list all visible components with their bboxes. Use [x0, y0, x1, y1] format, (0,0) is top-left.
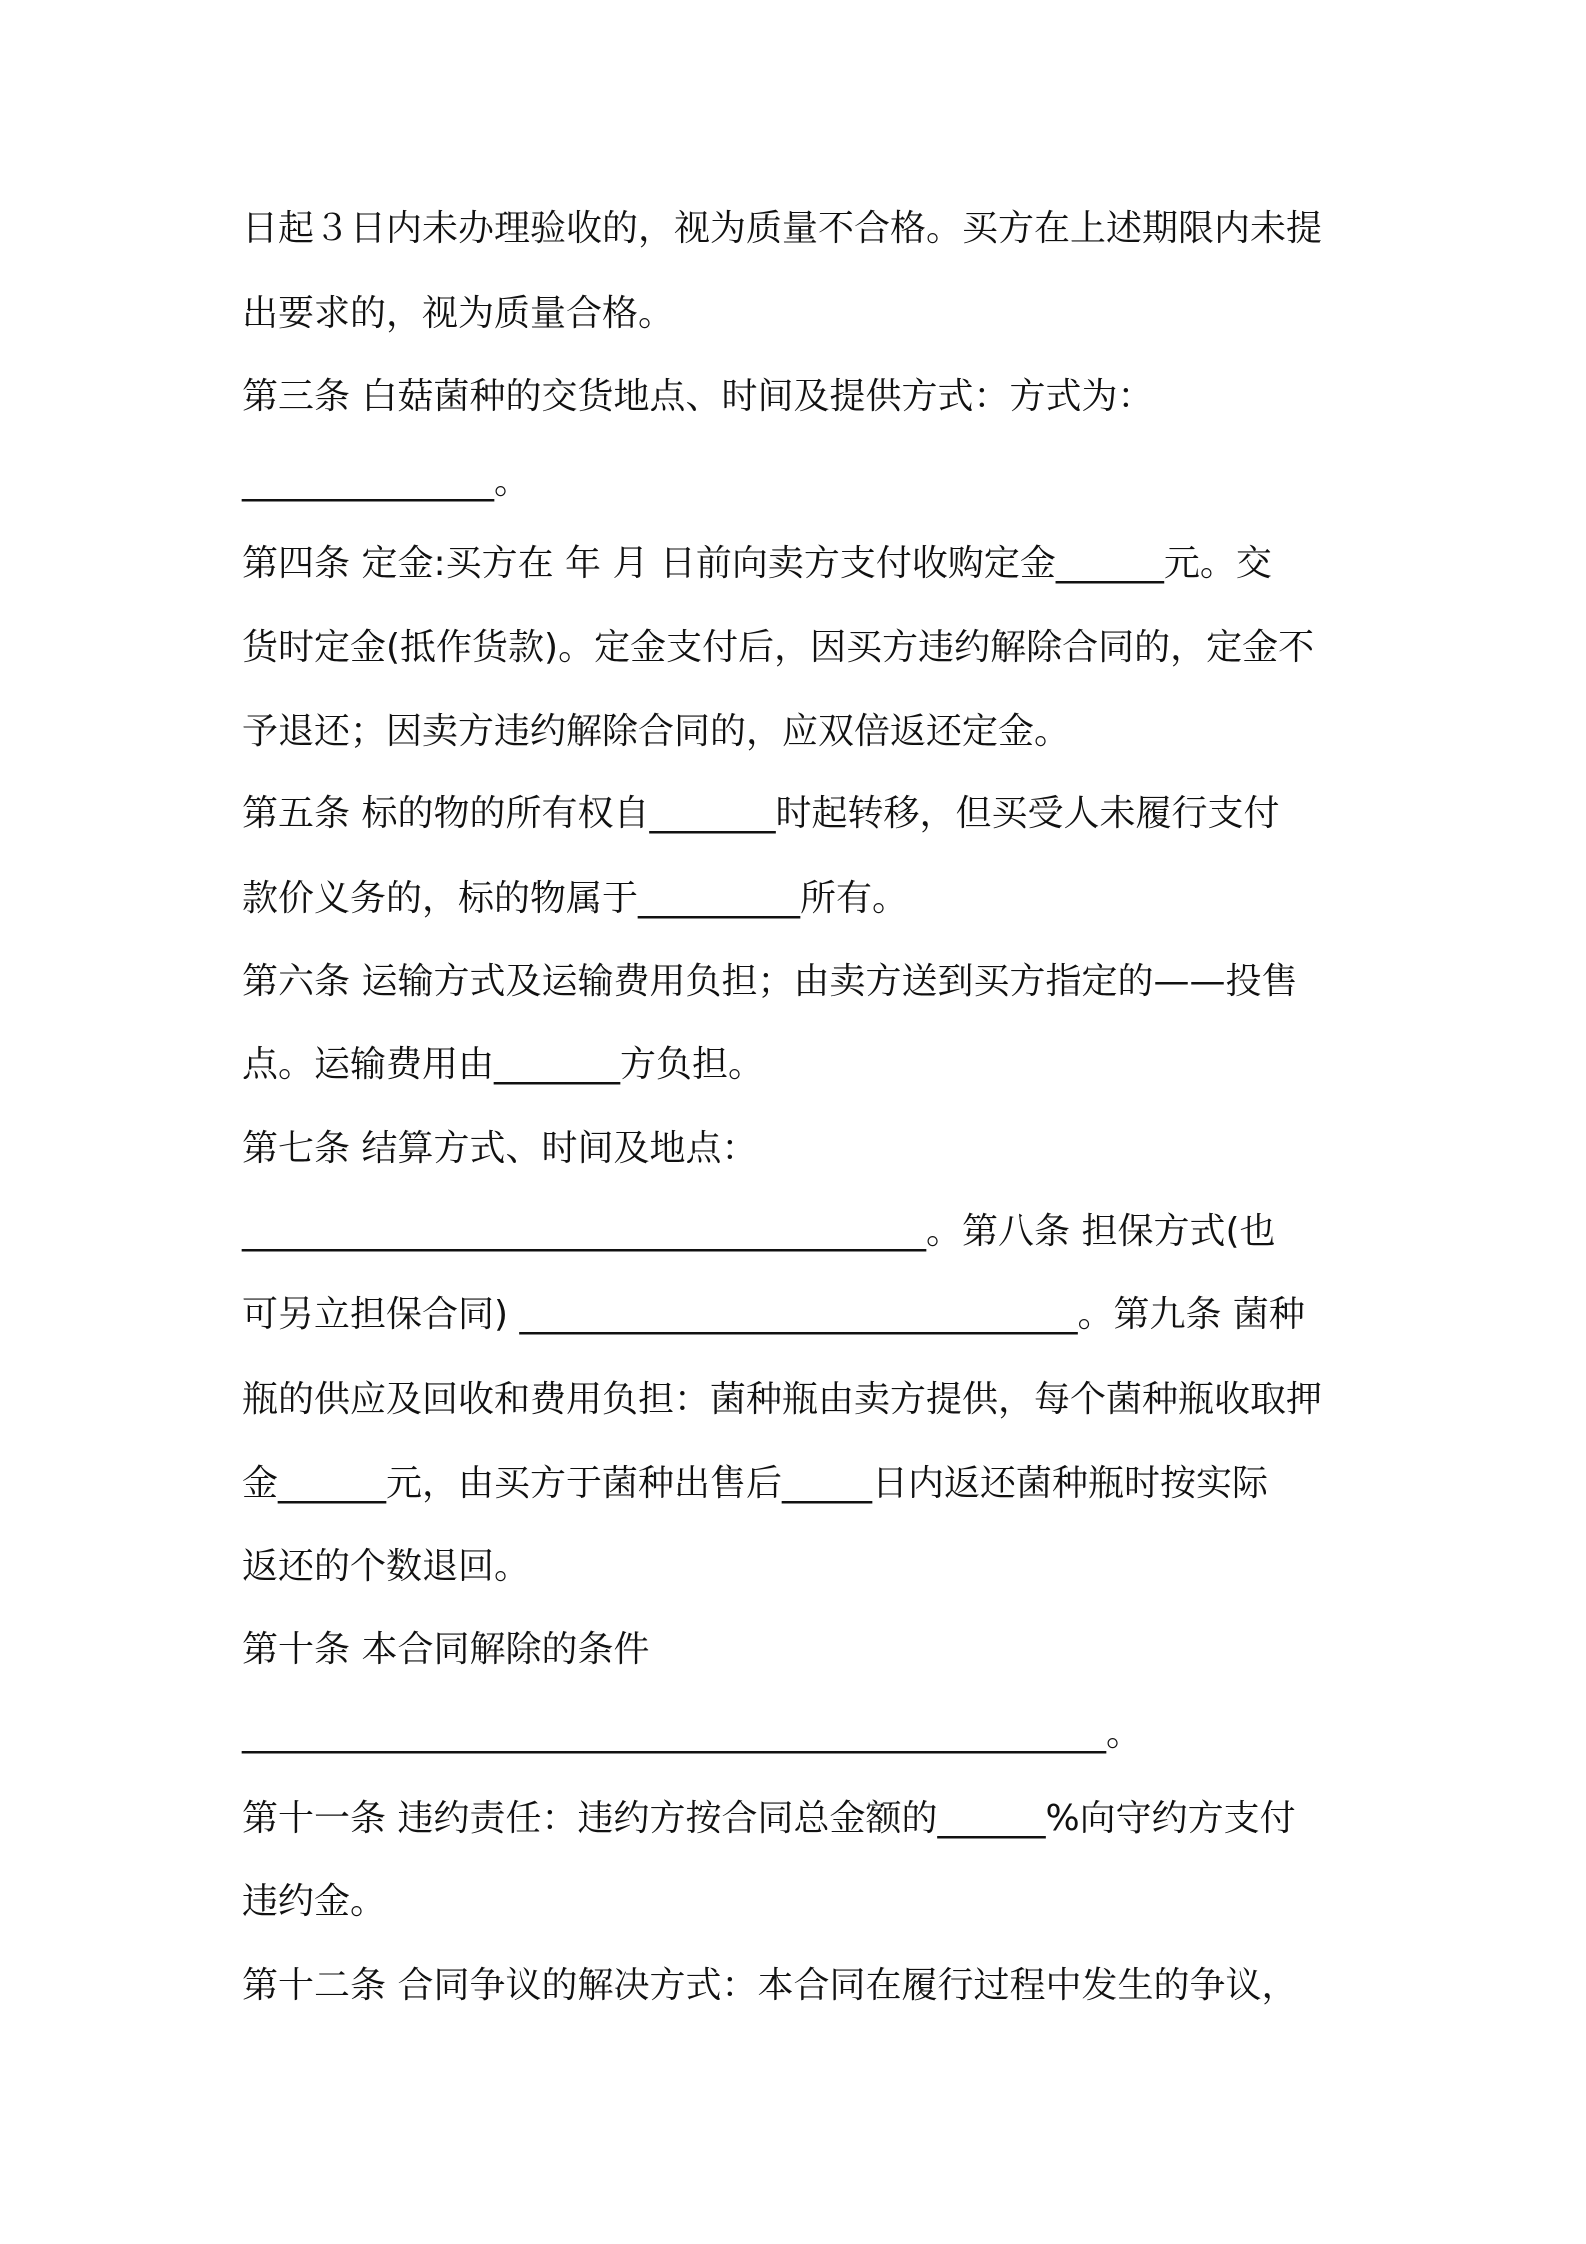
article-12-heading: 第十二条 合同争议的解决方式：本合同在履行过程中发生的争议， — [242, 1965, 1298, 2006]
text-line: ________________________________________________。 — [242, 1713, 1142, 1754]
text-line: 返还的个数退回。 — [242, 1546, 531, 1587]
text-line: 日起３日内未办理验收的，视为质量不合格。买方在上述期限内未提 — [242, 208, 1323, 249]
text-line: 予退还；因卖方违约解除合同的，应双倍返还定金。 — [242, 711, 1071, 752]
text-line: 出要求的，视为质量合格。 — [242, 293, 675, 334]
article-10-heading: 第十条 本合同解除的条件 — [242, 1629, 650, 1670]
article-7-heading: 第七条 结算方式、时间及地点： — [242, 1128, 758, 1169]
text-line: ______________。 — [242, 461, 530, 502]
text-line: 款价义务的，标的物属于_________所有。 — [242, 878, 909, 919]
text-line: ______________________________________。第八条 担保方式(也 — [242, 1211, 1276, 1252]
article-5-heading: 第五条 标的物的所有权自_______时起转移，但买受人未履行支付 — [242, 793, 1280, 834]
article-6-heading: 第六条 运输方式及运输费用负担；由卖方送到买方指定的——投售 — [242, 961, 1298, 1002]
text-line: 金______元，由买方于菌种出售后_____日内返还菌种瓶时按实际 — [242, 1463, 1269, 1504]
article-11-heading: 第十一条 违约责任：违约方按合同总金额的______%向守约方支付 — [242, 1798, 1296, 1839]
article-3-heading: 第三条 白菇菌种的交货地点、时间及提供方式：方式为： — [242, 376, 1154, 417]
text-line: 违约金。 — [242, 1881, 387, 1922]
text-line: 可另立担保合同) _______________________________。第九条 菌种 — [242, 1294, 1305, 1335]
text-line: 货时定金(抵作货款)。定金支付后，因买方违约解除合同的，定金不 — [242, 627, 1315, 668]
text-line: 点。运输费用由_______方负担。 — [242, 1044, 765, 1085]
article-4-heading: 第四条 定金:买方在 年 月 日前向卖方支付收购定金______元。交 — [242, 543, 1272, 584]
text-line: 瓶的供应及回收和费用负担：菌种瓶由卖方提供，每个菌种瓶收取押 — [242, 1379, 1323, 1420]
